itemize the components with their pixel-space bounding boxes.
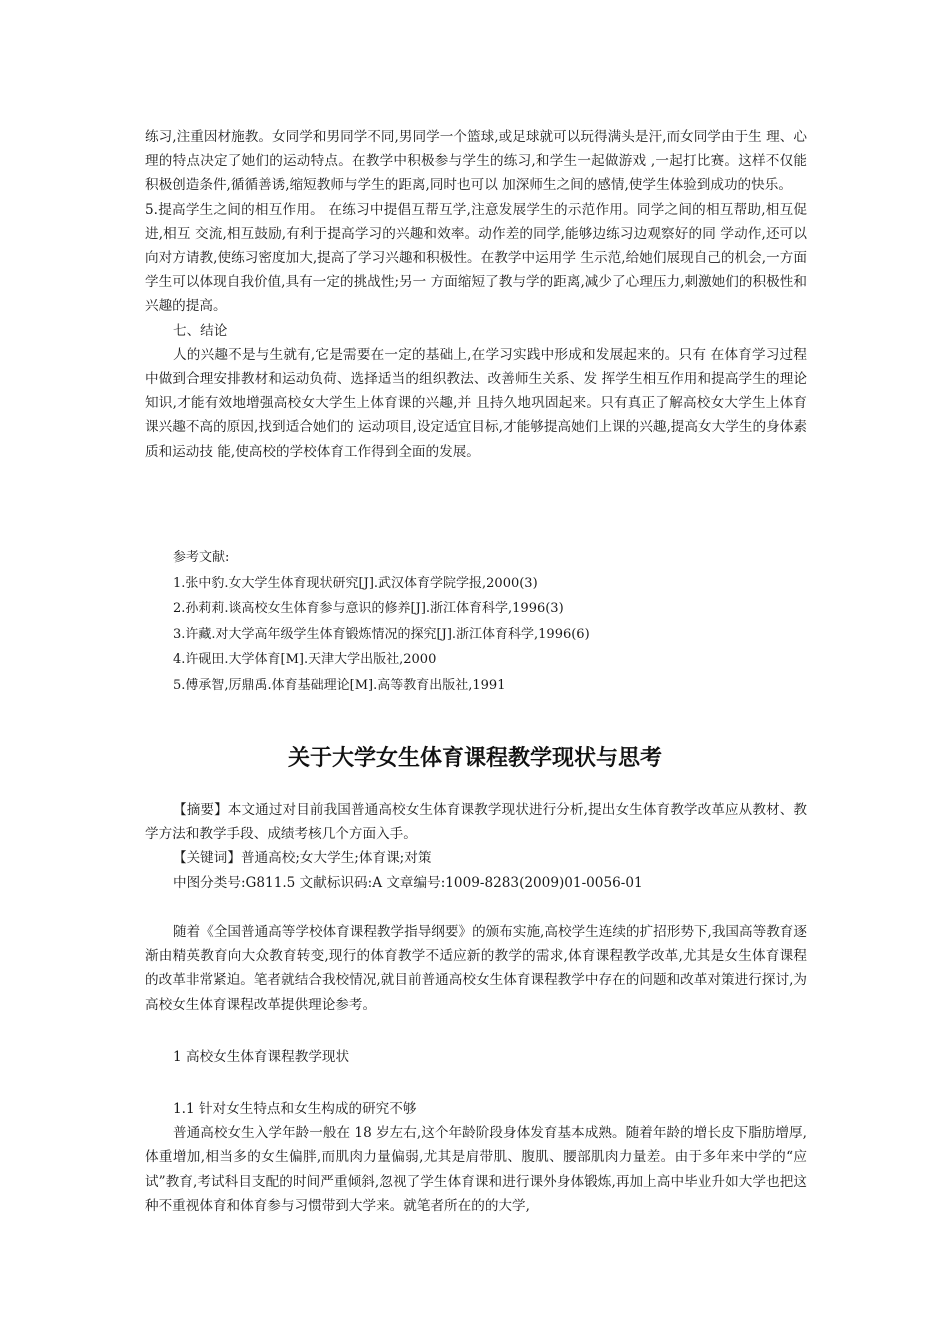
abstract-block — [145, 798, 807, 895]
conclusion-paragraph: 人的兴趣不是与生就有,它是需要在一定的基础上,在学习实践中形成和发展起来的。只有 在体育学习过程中做到合理安排教材和运动负荷、选择适当的组织教法、改善师生关系、发 挥学生相互作用和提高学生的理论知识,才能有效地增强高校女大学生上体育课的兴趣,并 且持久地巩固起来。只有真正了解高校女大学生上体育课兴趣不高的原因,找到适合她们的 运动项目,设定适宜目标,才能够提高她们上课的兴趣,提高女大学生的身体素质和运动技 能,使高校的学校体育工作得到全面的发展。 — [145, 346, 807, 460]
abstract-text: 【摘要】本文通过对目前我国普通高校女生体育课教学现状进行分析,提出女生体育教学改革应从教材、教学方法和教学手段、成绩考核几个方面入手。 — [145, 802, 807, 843]
reference-item: 3.许藏.对大学高年级学生体育锻炼情况的探究[J].浙江体育科学,1996(6) — [173, 626, 590, 642]
reference-item: 4.许砚田.大学体育[M].天津大学出版社,2000 — [173, 652, 437, 667]
reference-item: 2.孙莉莉.谈高校女生体育参与意识的修养[J].浙江体育科学,1996(3) — [173, 601, 564, 616]
section-1-1 — [145, 1097, 807, 1218]
introduction-block — [145, 920, 807, 1017]
references-section — [145, 545, 807, 698]
section-1 — [145, 1045, 807, 1069]
section-heading: 1 高校女生体育课程教学现状 — [173, 1049, 350, 1065]
references-heading: 参考文献: — [173, 550, 230, 565]
subsection-paragraph: 普通高校女生入学年龄一般在 18 岁左右,这个年龄阶段身体发育基本成熟。随着年龄的增长皮下脂肪增厚,体重增加,相当多的女生偏胖,而肌肉力量偏弱,尤其是肩带肌、腹肌、腰部肌肉力量差。由于多年来中学的“应试”教育,考试科目支配的时间严重倾斜,忽视了学生体育课和进行课外身体锻炼,再加上高中毕业升如大学也把这种不重视体育和体育参与习惯带到大学来。就笔者所在的的大学, — [145, 1125, 807, 1214]
reference-item: 1.张中豹.女大学生体育现状研究[J].武汉体育学院学报,2000(3) — [173, 575, 538, 591]
classification-text: 中图分类号:G811.5 文献标识码:A 文章编号:1009-8283(2009)01-0056-01 — [173, 874, 643, 891]
paragraph-point-5: 5.提高学生之间的相互作用。 在练习中提倡互帮互学,注意发展学生的示范作用。同学之间的相互帮助,相互促进,相互 交流,相互鼓励,有利于提高学习的兴趣和效率。动作差的同学,能够边练习边观察好的同 学动作,还可以向对方请教,使练习密度加大,提高了学习兴趣和积极性。在教学中运用学 生示范,给她们展现自己的机会,一方面学生可以体现自我价值,具有一定的挑战性;另一 方面缩短了教与学的距离,减少了心理压力,刺激她们的积极性和兴趣的提高。 — [145, 201, 807, 315]
keywords-text: 【关键词】普通高校;女大学生;体育课;对策 — [173, 850, 432, 867]
paragraph-continued: 练习,注重因材施教。女同学和男同学不同,男同学一个篮球,或足球就可以玩得满头是汗,而女同学由于生 理、心理的特点决定了她们的运动特点。在教学中积极参与学生的练习,和学生一起做游戏 ,一起打比赛。这样不仅能积极创造条件,循循善诱,缩短教师与学生的距离,同时也可以 加深师生之间的感情,使学生体验到成功的快乐。 — [145, 129, 807, 194]
conclusion-heading: 七、结论 — [173, 322, 228, 339]
part1-section — [145, 125, 807, 464]
introduction-paragraph: 随着《全国普通高等学校体育课程教学指导纲要》的颁布实施,高校学生连续的扩招形势下,我国高等教育逐渐由精英教育向大众教育转变,现行的体育教学不适应新的教学的需求,体育课程教学改革,尤其是女生体育课程的改革非常紧迫。笔者就结合我校情况,就目前普通高校女生体育课程教学中存在的问题和改革对策进行探讨,为高校女生体育课程改革提供理论参考。 — [145, 924, 807, 1013]
reference-item: 5.傅承智,厉鼎禹.体育基础理论[M].高等教育出版社,1991 — [173, 677, 506, 693]
article-title: 关于大学女生体育课程教学现状与思考 — [287, 746, 662, 771]
subsection-heading: 1.1 针对女生特点和女生构成的研究不够 — [173, 1101, 417, 1117]
